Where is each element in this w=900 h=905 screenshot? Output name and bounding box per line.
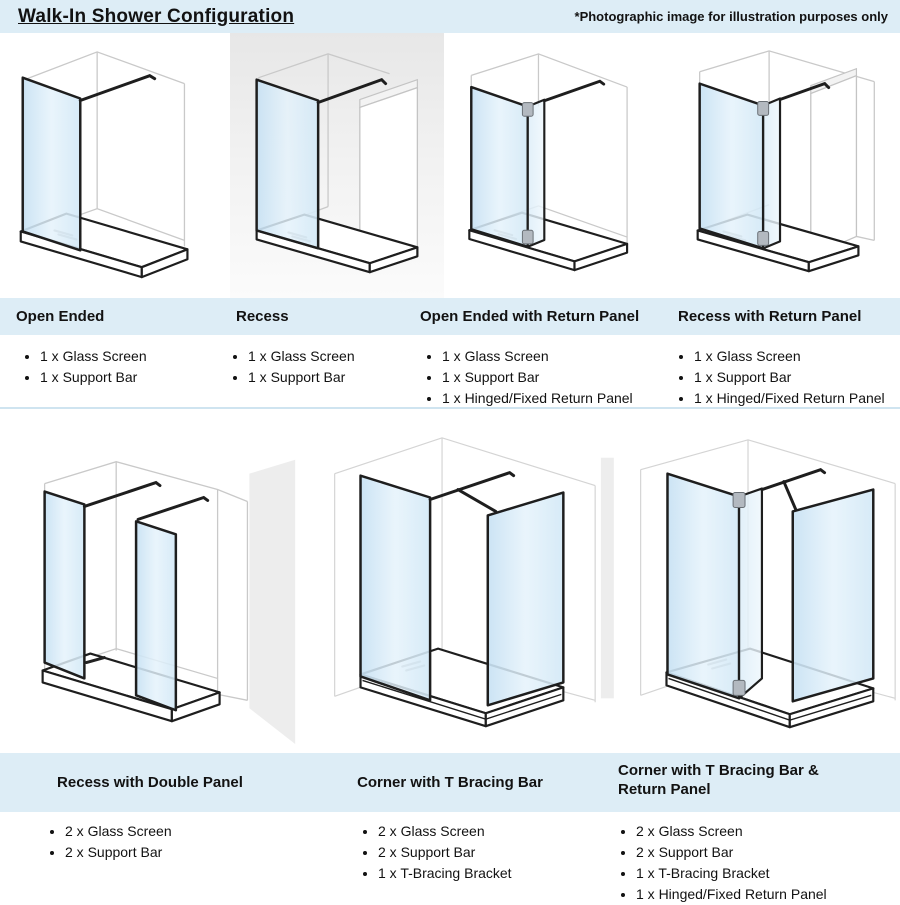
open-ended-return-diagram [444,36,668,292]
hinge-icon [733,680,745,695]
parts-list [300,821,600,883]
parts-list [418,346,668,408]
parts-list [600,821,900,904]
glass-screen-shape [700,84,764,249]
parts-list-item: • 1 x Hinged/Fixed Return Panel [636,884,900,904]
figures-row-1 [0,33,900,298]
figure-recess-double [0,409,300,754]
wall-backdrop [601,458,614,699]
glass-screen-shape [488,493,564,706]
hinge-icon [758,231,769,245]
config-title: Corner with T Bracing Bar & Return Panel [618,762,819,798]
parts-list-item: • 1 x Glass Screen [442,346,668,366]
parts-list-item: • 1 x Glass Screen [40,346,230,366]
recess-diagram [230,36,444,292]
support-bar-shape [138,498,208,520]
glass-screen-shape [361,476,431,701]
config-title: Corner with T Bracing Bar [357,774,543,791]
page-title: Walk-In Shower Configuration [18,5,295,27]
parts-list [0,821,300,862]
glass-screen-shape [45,492,85,679]
t-bracing-bar-shape [762,470,825,490]
hinge-icon [758,101,769,115]
glass-screen-shape [136,521,176,710]
figure-open-ended [0,33,230,298]
parts-list-item: • 2 x Support Bar [636,842,900,862]
config-title: Recess with Return Panel [678,308,862,325]
parts-list-item: • 1 x Support Bar [694,367,900,387]
config-title: Recess [236,308,289,325]
figure-open-ended-return [444,33,668,298]
parts-list-item: • 2 x Support Bar [65,842,300,862]
open-ended-diagram [0,36,230,292]
parts-list-item: • 2 x Glass Screen [636,821,900,841]
config-title: Open Ended [16,308,105,325]
parts-list-item: • 2 x Glass Screen [378,821,600,841]
glass-screen-shape [257,80,319,249]
parts-list-item: • 1 x T-Bracing Bracket [378,863,600,883]
parts-list [0,346,230,387]
parts-list-item: • 1 x Hinged/Fixed Return Panel [694,388,900,408]
t-bracing-bracket-shape [458,490,496,512]
recess-wall-shape [811,69,857,257]
wall-backdrop [249,460,295,744]
hinge-icon [522,103,533,117]
return-panel-shape [528,100,545,247]
glass-screen-shape [667,474,739,699]
glass-screen-shape [793,490,874,702]
parts-row-2 [0,812,900,900]
config-title: Open Ended with Return Panel [420,308,640,325]
t-bracing-bracket-shape [784,482,796,510]
corner-t-bar-diagram [300,412,600,754]
parts-list-item: • 1 x Glass Screen [694,346,900,366]
hinge-icon [522,230,533,244]
recess-return-diagram [668,36,900,292]
parts-list [668,346,900,408]
figures-row-2 [0,409,900,753]
config-title: Recess with Double Panel [57,774,243,791]
return-panel-shape [763,99,780,249]
recess-double-diagram [0,412,300,754]
parts-list-item: • 2 x Glass Screen [65,821,300,841]
corner-t-bar-return-diagram [600,412,900,754]
support-bar-shape [80,76,154,101]
disclaimer-note: *Photographic image for illustration purposes only [574,9,888,24]
header-bar [0,0,900,33]
figure-corner-t-bar-return [600,409,900,754]
titles-row-1 [0,298,900,335]
parts-list-item: • 1 x Support Bar [248,367,418,387]
parts-list-item: • 1 x Support Bar [40,367,230,387]
glass-screen-shape [471,87,527,247]
hinge-icon [733,493,745,508]
parts-list-item: • 2 x Support Bar [378,842,600,862]
return-panel-shape [739,489,762,699]
figure-recess-return [668,33,900,298]
support-bar-shape [84,483,160,507]
parts-list-item: • 1 x Support Bar [442,367,668,387]
support-bar-shape [544,81,603,100]
figure-corner-t-bar [300,409,600,754]
parts-list [230,346,418,387]
titles-row-2 [0,753,900,812]
figure-recess [230,33,444,298]
glass-screen-shape [23,78,81,251]
parts-row-1 [0,335,900,407]
parts-list-item: • 1 x T-Bracing Bracket [636,863,900,883]
parts-list-item: • 1 x Hinged/Fixed Return Panel [442,388,668,408]
parts-list-item: • 1 x Glass Screen [248,346,418,366]
